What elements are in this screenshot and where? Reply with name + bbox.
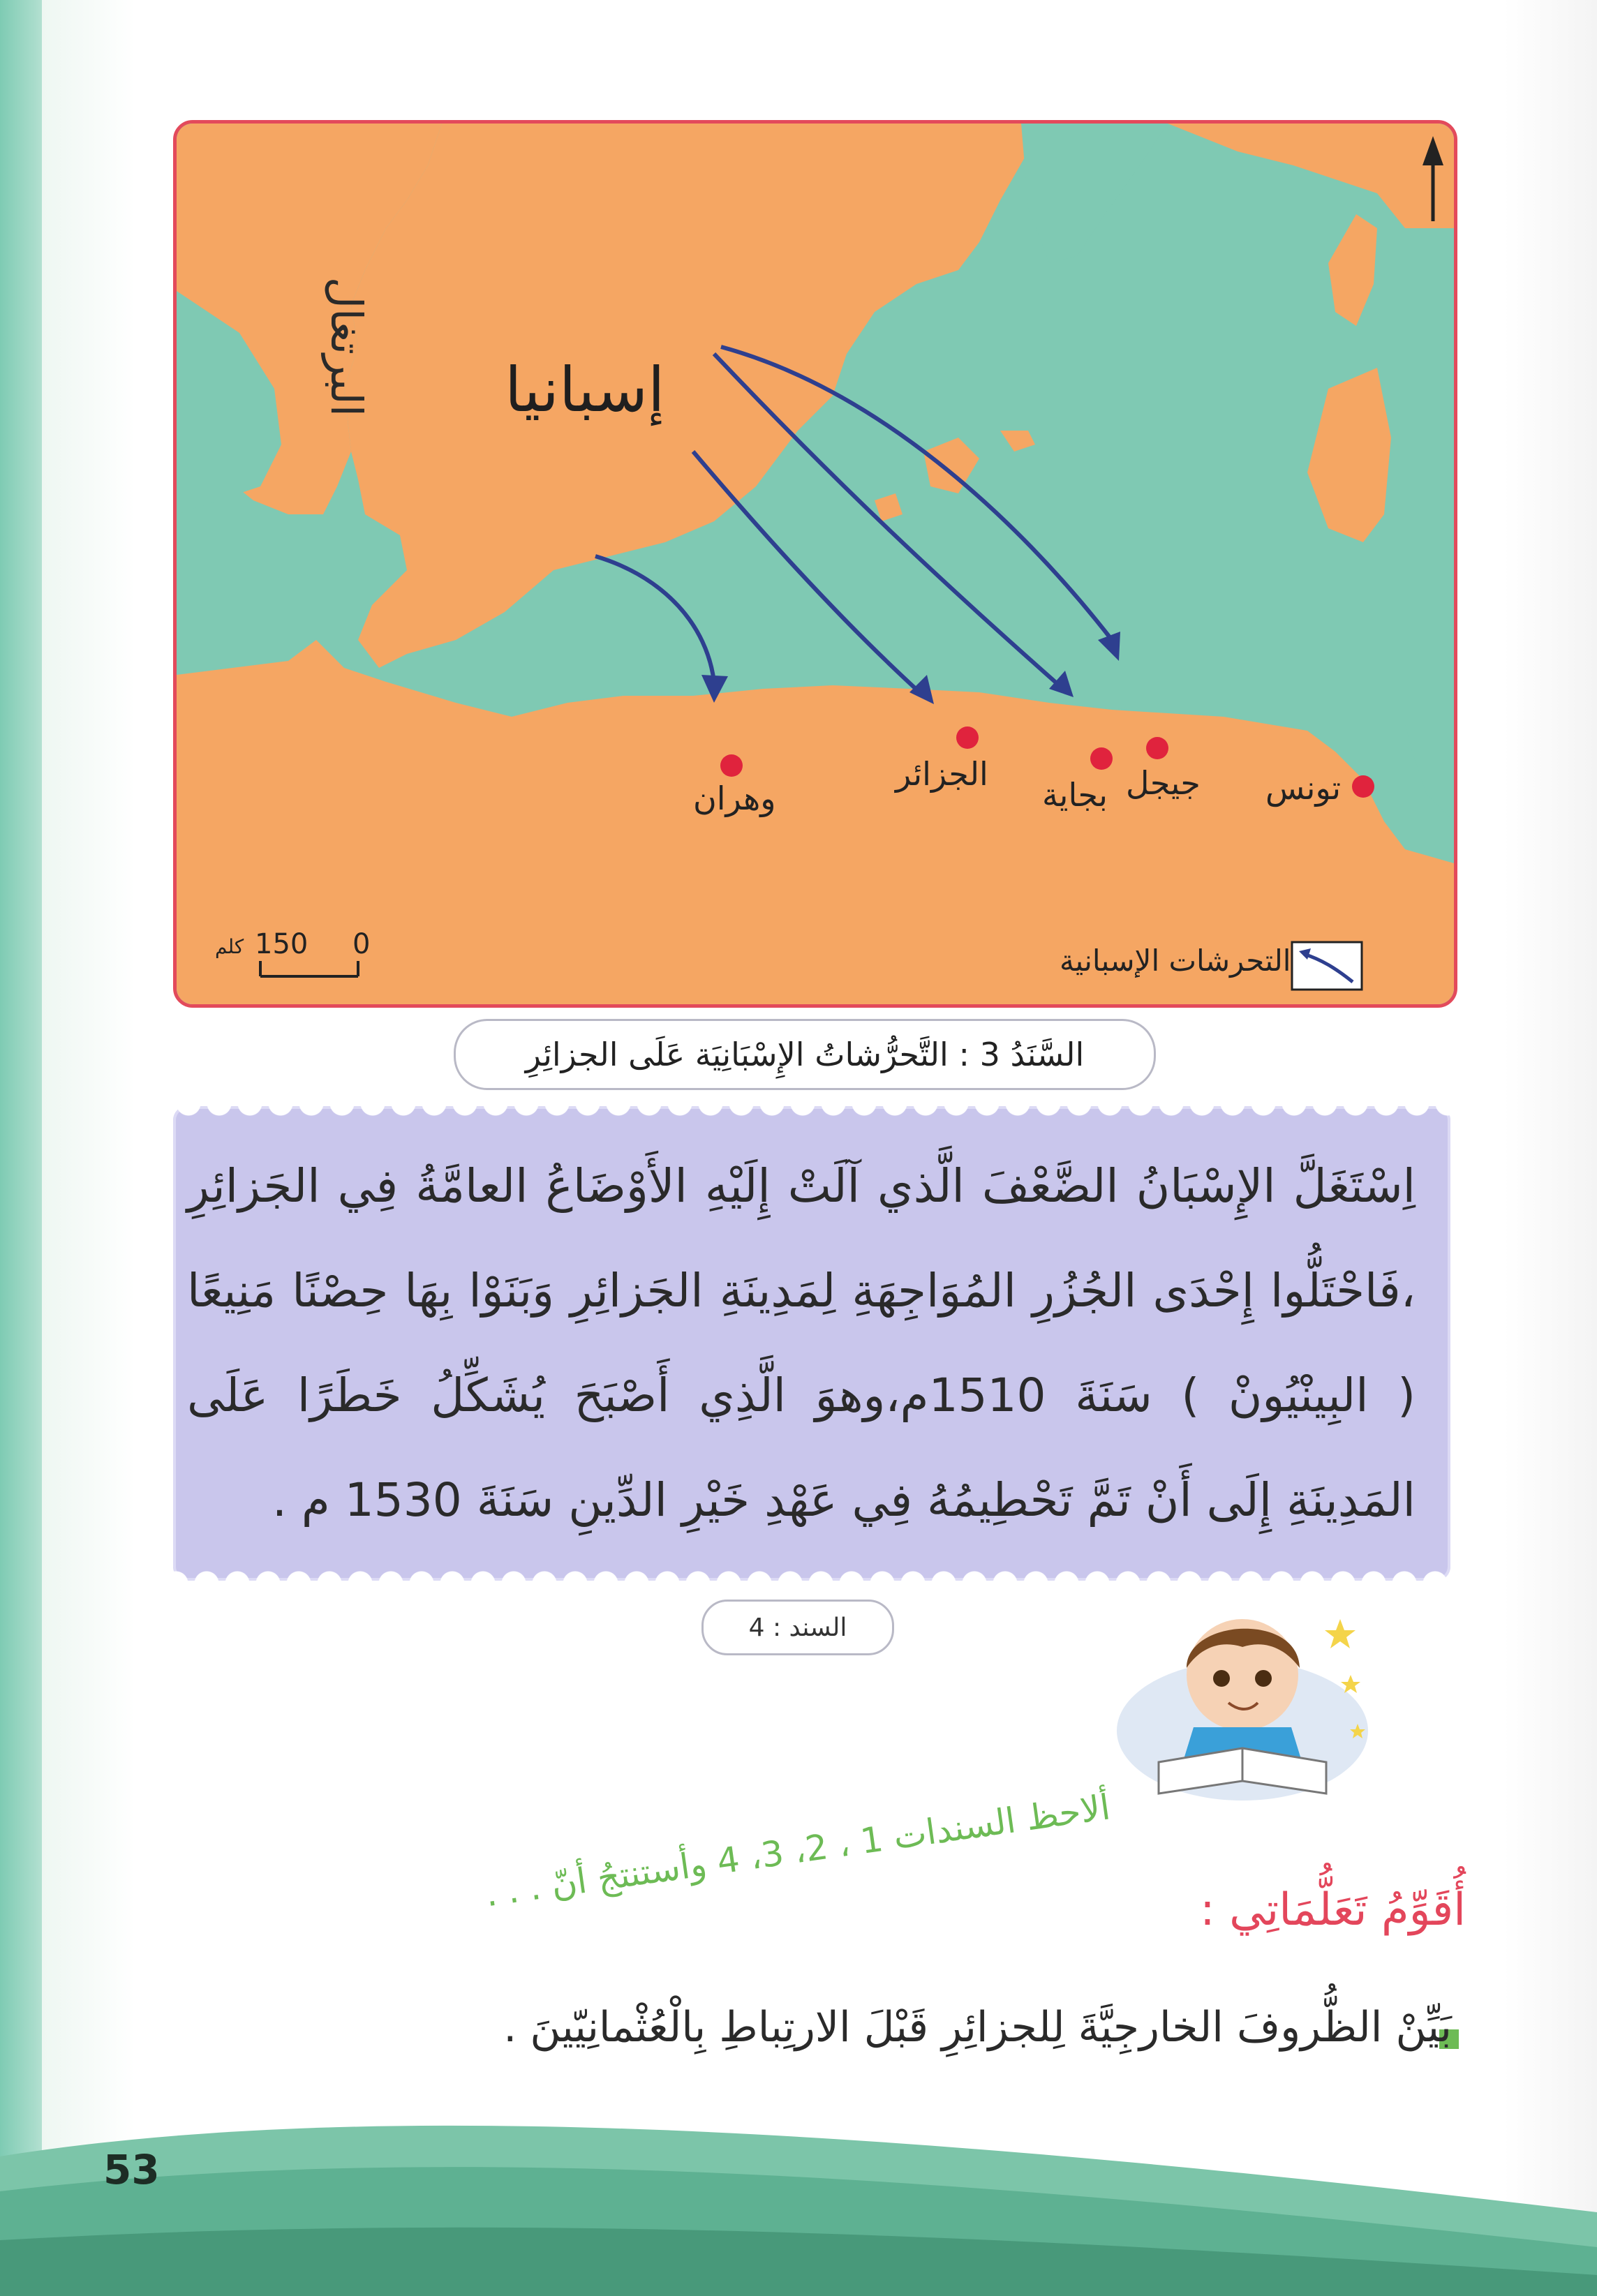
assessment-task: بَيِّنْ الظُّروفَ الخارجِيَّةَ لِلجزائِرِ قَبْلَ الارتِباطِ بِالْعُثْمانِيّينَ . bbox=[503, 2003, 1452, 2052]
doc4-caption: السند : 4 bbox=[701, 1600, 894, 1655]
city-dot-bejaia bbox=[1090, 747, 1113, 770]
self-assessment-heading: أُقَوِّمُ تَعَلُّمَاتِي : bbox=[1200, 1884, 1466, 1936]
doc3-text: اِسْتَغَلَّ الإِسْبَانُ الضَّعْفَ الَّذي آلَتْ إِلَيْهِ الأَوْضَاعُ العامَّةُ فِي الجَزائِرِ ،فَاحْتَلُّوا إِحْدَى الجُزُرِ المُوَاجِهَةِ لِمَدِينَةِ الجَزائِرِ وَبَنَوْا بِهَا حِصْنًا مَنِيعًا ( البِينْيُونْ ) سَنَةَ 1510م،وهوَ الَّذِي أَصْبَحَ يُشَكِّلُ خَطَرًا عَلَى المَدِينَةِ إِلَى أَنْ تَمَّ تَحْطِيمُهُ فِي عَهْدِ خَيْرِ الدِّينِ سَنَةَ 1530 م . bbox=[187, 1159, 1416, 1527]
scale-max: 150 bbox=[255, 928, 309, 960]
bottom-decoration bbox=[0, 2094, 1597, 2296]
label-tunis: تونس bbox=[1265, 769, 1342, 807]
label-jijel: جيجل bbox=[1126, 764, 1201, 802]
scale-unit: كلم bbox=[215, 935, 244, 958]
doc3-caption: السَّنَدُ 3 : التَّحرُّشاتُ الإِسْبَانِيَة عَلَى الجزائِرِ bbox=[454, 1019, 1156, 1090]
observe-instruction: ألاحظ السندات 1 ، 2، 3، 4 وأستنتجُ أنّ . . . bbox=[482, 1787, 1113, 1915]
doc3-text-box bbox=[173, 1106, 1450, 1581]
scale-zero: 0 bbox=[352, 928, 371, 960]
city-dot-oran bbox=[720, 754, 743, 777]
legend-icon bbox=[1292, 942, 1362, 990]
city-dot-algiers bbox=[956, 726, 979, 749]
label-algiers: الجزائر bbox=[896, 755, 988, 793]
label-bejaia: بجاية bbox=[1042, 776, 1108, 814]
historical-map bbox=[173, 120, 1457, 1008]
city-dot-jijel bbox=[1146, 737, 1168, 759]
label-portugal bbox=[321, 354, 372, 417]
label-oran: وهران bbox=[693, 780, 776, 817]
child-illustration bbox=[1110, 1598, 1375, 1807]
page-number: 53 bbox=[103, 2146, 160, 2193]
legend-label: التحرشات الإسبانية bbox=[1060, 944, 1291, 978]
city-dot-tunis bbox=[1352, 775, 1374, 798]
label-spain: إسبانيا bbox=[505, 354, 665, 426]
